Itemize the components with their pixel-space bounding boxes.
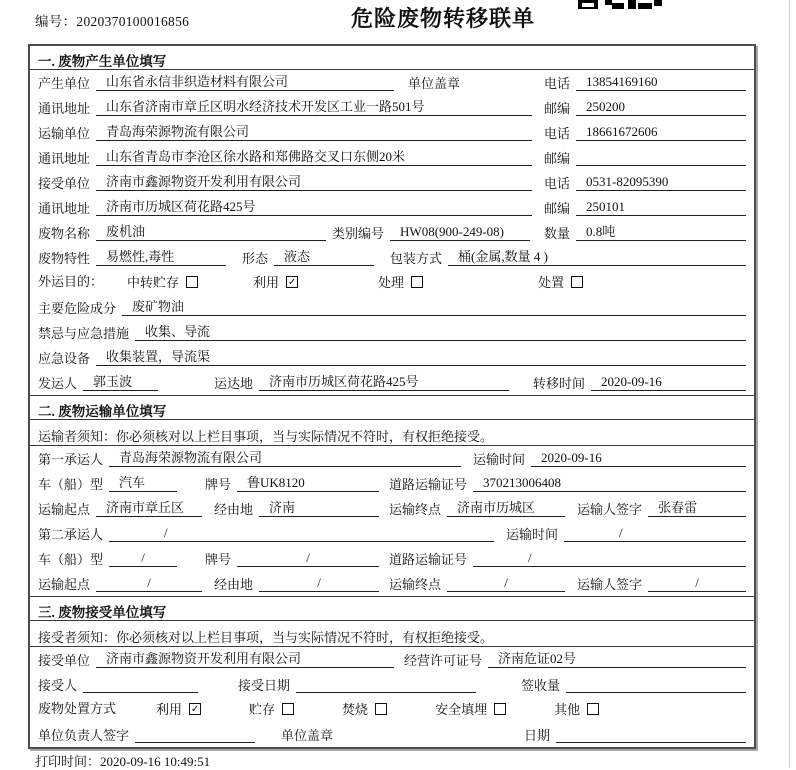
accept-date-label: 接受日期 (238, 678, 291, 693)
row-producer-address (30, 95, 754, 120)
hazard-label: 主要危险成分 (38, 301, 117, 316)
option-dispose (538, 272, 583, 291)
zip1-label: 邮编 (543, 101, 570, 116)
row-carrier1 (30, 446, 754, 471)
character-label: 废物特性 (38, 251, 91, 266)
cert2-label: 道路运输证号 (389, 552, 468, 567)
row-transporter (30, 120, 754, 145)
sign2-label: 运输人签字 (577, 577, 643, 592)
destination-value: 济南市历城区荷花路425号 (259, 374, 509, 391)
checkbox-utilize: ✓ (287, 276, 297, 288)
print-time-label: 打印时间： (35, 754, 101, 769)
section-transporter (30, 395, 754, 596)
end2-value: / (447, 575, 565, 592)
cert2-value: / (473, 550, 746, 567)
transporter-value: 青岛海荣源物流有限公司 (96, 124, 532, 141)
option-disposal-landfill-label: 安全填埋 (435, 702, 488, 717)
option-disposal-other-label: 其他 (554, 702, 581, 717)
emergency-value: 收集、导流 (135, 324, 746, 341)
page-right-edge (789, 0, 790, 768)
vehicle2-label: 车（船）型 (38, 552, 104, 567)
carrier2-value: / (109, 525, 494, 542)
option-dispose-label: 处置 (538, 275, 565, 290)
quantity-label: 数量 (544, 226, 571, 241)
option-utilize-label: 利用 (253, 275, 280, 290)
end2-label: 运输终点 (389, 577, 442, 592)
row-accepter (30, 672, 754, 697)
via2-value: / (259, 575, 379, 592)
waste-name-label: 废物名称 (38, 226, 91, 241)
plate1-label: 牌号 (205, 477, 232, 492)
transfer-time-label: 转移时间 (533, 376, 586, 391)
checkbox-disposal-other (587, 703, 599, 715)
page-title: 危险废物转移联单 (350, 6, 535, 31)
via1-label: 经由地 (214, 502, 254, 517)
receiver-seal-label: 单位盖章 (281, 728, 334, 743)
option-disposal-storage-label: 贮存 (249, 702, 276, 717)
row-waste-character (30, 245, 754, 270)
option-disposal-storage (249, 699, 294, 718)
option-utilize (253, 272, 298, 291)
receipt-qty-value (566, 677, 746, 693)
sign1-value: 张春雷 (648, 500, 746, 517)
row-receiver (30, 170, 754, 195)
addr2-label: 通讯地址 (38, 151, 91, 166)
carrier1-label: 第一承运人 (38, 452, 104, 467)
packing-value: 桶(金属,数量 4 ) (448, 249, 746, 266)
row-transporter-address (30, 145, 754, 170)
phone2-value: 18661672606 (576, 124, 746, 141)
shipper-value: 郭玉波 (83, 374, 158, 391)
checkbox-dispose (571, 276, 583, 288)
print-time (35, 751, 210, 770)
section-producer-title: 一. 废物产生单位填写 (30, 46, 754, 70)
manifest-form (28, 44, 756, 749)
row-route1 (30, 496, 754, 521)
sign2-value: / (648, 575, 746, 592)
end1-value: 济南市历城区 (447, 500, 565, 517)
time1-label: 运输时间 (473, 452, 526, 467)
checkbox-treat (411, 276, 423, 288)
row-shipper (30, 370, 754, 395)
category-label: 类别编号 (332, 226, 385, 241)
plate2-label: 牌号 (205, 552, 232, 567)
zip2-value (576, 150, 746, 166)
time1-value: 2020-09-16 (531, 450, 746, 467)
end1-label: 运输终点 (389, 502, 442, 517)
option-disposal-other (554, 699, 599, 718)
receiver-label: 接受单位 (38, 176, 91, 191)
time2-label: 运输时间 (506, 527, 559, 542)
section-receiver (30, 596, 754, 747)
transfer-time-value: 2020-09-16 (591, 374, 746, 391)
option-treat (378, 272, 423, 291)
producer-label: 产生单位 (38, 76, 91, 91)
phone2-label: 电话 (543, 126, 570, 141)
row-vehicle2 (30, 546, 754, 571)
serial-value: 2020370100016856 (76, 14, 190, 29)
checkbox-disposal-landfill (494, 703, 506, 715)
carrier2-label: 第二承运人 (38, 527, 104, 542)
receiving-unit-value: 济南市鑫源物资开发利用有限公司 (96, 651, 394, 668)
disposal-label: 废物处置方式 (38, 701, 117, 716)
zip1-value: 250200 (576, 99, 746, 116)
option-treat-label: 处理 (378, 275, 405, 290)
signer-label: 单位负责人签字 (38, 728, 130, 743)
date-value (556, 727, 746, 743)
purpose-label: 外运目的： (38, 274, 104, 289)
option-transfer-storage-label: 中转贮存 (127, 275, 180, 290)
via2-label: 经由地 (214, 577, 254, 592)
addr3-label: 通讯地址 (38, 201, 91, 216)
phone1-value: 13854169160 (576, 74, 746, 91)
phone1-label: 电话 (543, 76, 570, 91)
zip2-label: 邮编 (543, 151, 570, 166)
checkbox-disposal-incinerate (375, 703, 387, 715)
row-purpose (30, 270, 754, 295)
packing-label: 包装方式 (390, 251, 443, 266)
accepter-value (83, 677, 198, 693)
receiving-unit-label: 接受单位 (38, 653, 91, 668)
origin2-label: 运输起点 (38, 577, 91, 592)
accepter-label: 接受人 (38, 678, 78, 693)
row-waste-name (30, 220, 754, 245)
addr3-value: 济南市历城区荷花路425号 (96, 199, 532, 216)
print-time-value: 2020-09-16 10:49:51 (100, 754, 211, 769)
transporter-notice: 运输者须知：你必须核对以上栏目事项，当与实际情况不符时，有权拒绝接受。 (30, 420, 754, 446)
serial-label: 编号： (35, 14, 77, 29)
accept-date-value (296, 677, 476, 693)
carrier1-value: 青岛海荣源物流有限公司 (109, 450, 461, 467)
plate2-value: / (237, 550, 379, 567)
row-responsible-signature (30, 722, 754, 747)
equipment-label: 应急设备 (38, 351, 91, 366)
origin1-value: 济南市章丘区 (96, 500, 202, 517)
form-value: 液态 (274, 249, 374, 266)
destination-label: 运达地 (214, 376, 254, 391)
option-disposal-utilize (156, 699, 201, 718)
license-value: 济南危证02号 (488, 651, 746, 668)
row-vehicle1 (30, 471, 754, 496)
row-emergency (30, 320, 754, 345)
category-value: HW08(900-249-08) (390, 224, 530, 241)
form-label: 形态 (242, 251, 269, 266)
row-producer (30, 70, 754, 95)
quantity-value: 0.8吨 (576, 224, 746, 241)
receipt-qty-label: 签收量 (521, 678, 561, 693)
producer-value: 山东省永信非织造材料有限公司 (96, 74, 394, 91)
addr2-value: 山东省青岛市李沧区徐水路和郑佛路交叉口东侧20米 (96, 149, 532, 166)
sign1-label: 运输人签字 (577, 502, 643, 517)
hazard-value: 废矿物油 (122, 299, 746, 316)
zip3-value: 250101 (576, 199, 746, 216)
cert1-label: 道路运输证号 (389, 477, 468, 492)
phone3-value: 0531-82095390 (576, 174, 746, 191)
section-receiver-title: 三. 废物接受单位填写 (30, 597, 754, 621)
plate1-value: 鲁UK8120 (237, 475, 379, 492)
vehicle1-label: 车（船）型 (38, 477, 104, 492)
section-producer (30, 46, 754, 395)
time2-value: / (564, 525, 746, 542)
row-hazard (30, 295, 754, 320)
character-value: 易燃性,毒性 (96, 249, 226, 266)
row-equipment (30, 345, 754, 370)
emergency-label: 禁忌与应急措施 (38, 326, 130, 341)
addr1-label: 通讯地址 (38, 101, 91, 116)
row-carrier2 (30, 521, 754, 546)
receiver-value: 济南市鑫源物资开发利用有限公司 (96, 174, 532, 191)
option-transfer-storage (127, 272, 198, 291)
row-route2 (30, 571, 754, 596)
shipper-label: 发运人 (38, 376, 78, 391)
row-receiver-address (30, 195, 754, 220)
checkbox-disposal-utilize: ✓ (190, 703, 200, 715)
via1-value: 济南 (259, 500, 379, 517)
option-disposal-landfill (435, 699, 506, 718)
origin1-label: 运输起点 (38, 502, 91, 517)
transporter-label: 运输单位 (38, 126, 91, 141)
phone3-label: 电话 (543, 176, 570, 191)
addr1-value: 山东省济南市章丘区明水经济技术开发区工业一路501号 (96, 99, 532, 116)
option-disposal-incinerate-label: 焚烧 (342, 702, 369, 717)
option-disposal-utilize-label: 利用 (156, 702, 183, 717)
section-transporter-title: 二. 废物运输单位填写 (30, 396, 754, 420)
vehicle1-value: 汽车 (109, 475, 177, 492)
receiver-notice: 接受者须知：你必须核对以上栏目事项，当与实际情况不符时，有权拒绝接受。 (30, 621, 754, 647)
row-disposal (30, 697, 754, 722)
date-label: 日期 (523, 728, 550, 743)
row-receiving-unit (30, 647, 754, 672)
option-disposal-incinerate (342, 699, 387, 718)
cert1-value: 370213006408 (473, 475, 746, 492)
zip3-label: 邮编 (543, 201, 570, 216)
equipment-value: 收集装置，导流渠 (96, 349, 746, 366)
license-label: 经营许可证号 (404, 653, 483, 668)
checkbox-transfer-storage (186, 276, 198, 288)
vehicle2-value: / (109, 550, 177, 567)
unit-seal-label: 单位盖章 (408, 76, 461, 91)
waste-name-value: 废机油 (96, 224, 326, 241)
signer-value (135, 727, 255, 743)
checkbox-disposal-storage (282, 703, 294, 715)
origin2-value: / (96, 575, 202, 592)
